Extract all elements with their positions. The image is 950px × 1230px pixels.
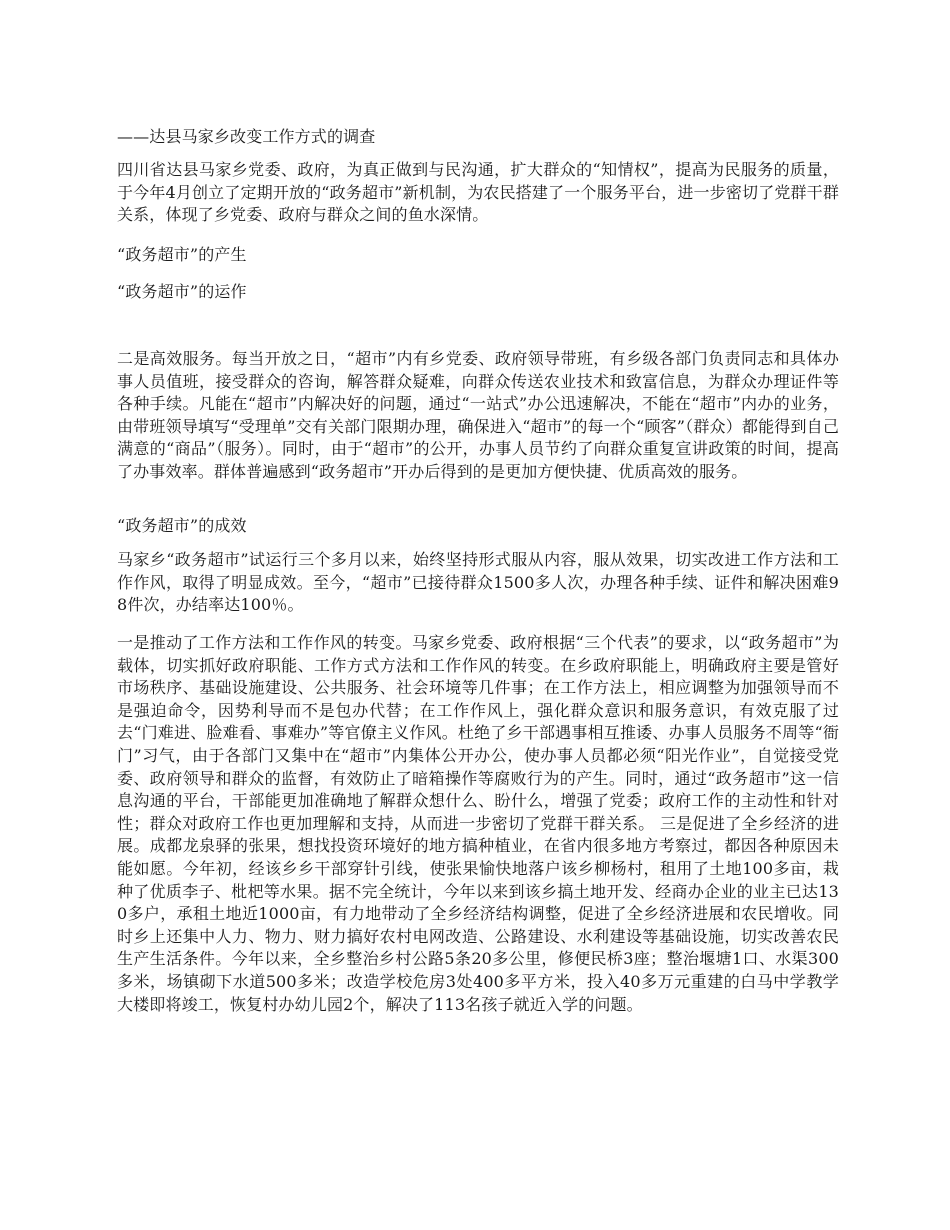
intro-paragraph: 四川省达县马家乡党委、政府，为真正做到与民沟通，扩大群众的“知情权”，提高为民服务的质量，于今年4月创立了定期开放的“政务超市”新机制，为农民搭建了一个服务平台，进一步密切了党群干群关系，体现了乡党委、政府与群众之间的鱼水深情。 bbox=[117, 160, 839, 225]
reform-paragraph: 一是推动了工作方法和工作作风的转变。马家乡党委、政府根据“三个代表”的要求，以“政务超市”为载体，切实抓好政府职能、工作方式方法和工作作风的转变。在乡政府职能上，明确政府主要是管好市场秩序、基础设施建设、公共服务、社会环境等几件事；在工作方法上，相应调整为加强领导而不是强迫命令，因势利导而不是包办代替；在工作作风上，强化群众意识和服务意识，有效克服了过去“门难进、脸难看、事难办”等官僚主义作风。杜绝了乡干部遇事相互推诿、办事人员服务不周等“衙门”习气，由于各部门又集中在“超市”内集体公开办公，使办事人员都必须“阳光作业”，自觉接受党委、政府领导和群众的监督，有效防止了暗箱操作等腐败行为的产生。同时，通过“政务超市”这一信息沟通的平台，干部能更加准确地了解群众想什么、盼什么，增强了党委；政府工作的主动性和针对性；群众对政府工作也更加理解和支持，从而进一步密切了党群干群关系。 三是促进了全乡经济的进展。成都龙泉驿的张果，想找投资环境好的地方搞种植业，在省内很多地方考察过，都因各种原因未能如愿。今年初，经该乡乡干部穿针引线，使张果愉快地落户该乡柳杨村，租用了土地100多亩，栽种了优质李子、枇杷等水果。据不完全统计，今年以来到该乡搞土地开发、经商办企业的业主已达130多户，承租土地近1000亩，有力地带动了全乡经济结构调整，促进了全乡经济进展和农民增收。同时乡上还集中人力、物力、财力搞好农村电网改造、公路建设、水利建设等基础设施，切实改善农民生产生活条件。今年以来，全乡整治乡村公路5条20多公里，修便民桥3座；整治堰塘1口、水渠300多米，场镇砌下水道500多米；改造学校危房3处400多平方米，投入40多万元重建的白马中学教学大楼即将竣工，恢复村办幼儿园2个，解决了113名孩子就近入学的问题。 bbox=[117, 633, 839, 1014]
section-heading-results: “政务超市”的成效 bbox=[117, 516, 247, 535]
service-paragraph: 二是高效服务。每当开放之日，“超市”内有乡党委、政府领导带班，有乡级各部门负责同志和具体办事人员值班，接受群众的咨询，解答群众疑难，向群众传送农业技术和致富信息，为群众办理证件等各种手续。凡能在“超市”内解决好的问题，通过“一站式”办公迅速解决，不能在“超市”内办的业务，由带班领导填写“受理单”交有关部门限期办理，确保进入“超市”的每一个“顾客”（群众）都能得到自己满意的“商品”（服务）。同时，由于“超市”的公开，办事人员节约了向群众重复宣讲政策的时间，提高了办事效率。群体普遍感到“政务超市”开办后得到的是更加方便快捷、优质高效的服务。 bbox=[117, 349, 839, 481]
results-paragraph: 马家乡“政务超市”试运行三个多月以来，始终坚持形式服从内容，服从效果，切实改进工作方法和工作作风，取得了明显成效。至今，“超市”已接待群众1500多人次，办理各种手续、证件和解决困难98件次，办结率达100％。 bbox=[117, 550, 839, 615]
section-heading-origin: “政务超市”的产生 bbox=[117, 245, 247, 264]
document-subtitle: ——达县马家乡改变工作方式的调查 bbox=[117, 127, 376, 146]
section-heading-operation: “政务超市”的运作 bbox=[117, 282, 247, 301]
